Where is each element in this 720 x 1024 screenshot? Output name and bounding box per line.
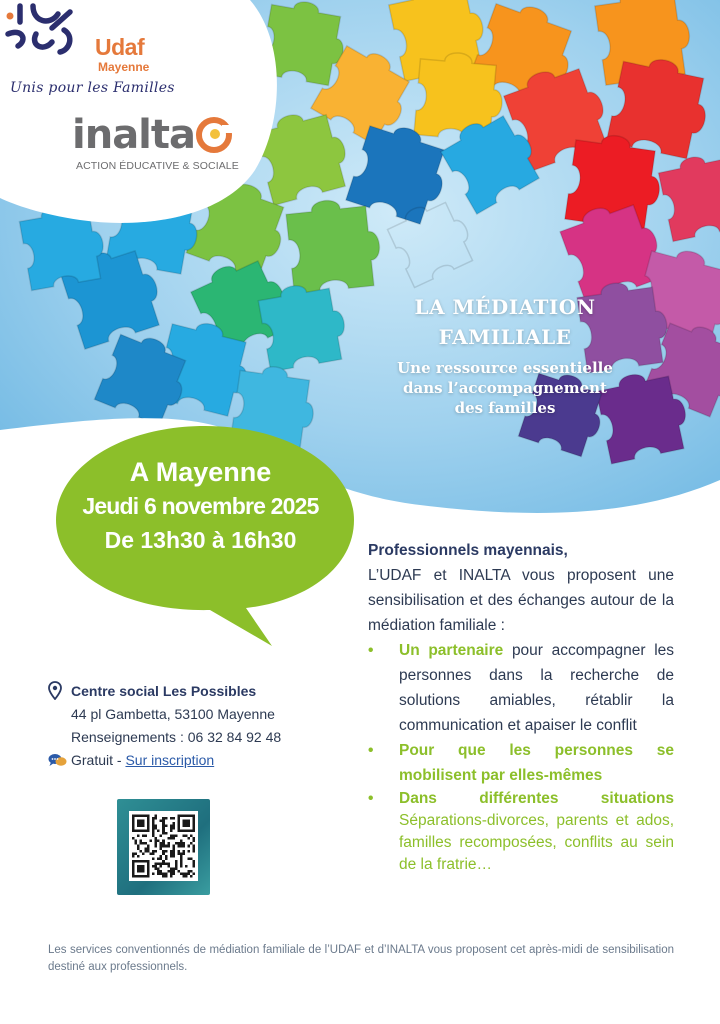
venue-name: Centre social Les Possibles bbox=[71, 683, 257, 699]
intro-paragraph: L’UDAF et INALTA vous proposent une sensibilisation et des échanges autour de la médiation familiale : bbox=[368, 567, 674, 634]
flyer-title bbox=[340, 292, 670, 418]
location-pin-icon bbox=[48, 681, 62, 700]
event-time: De 13h30 à 16h30 bbox=[104, 527, 297, 553]
signup-link[interactable]: Sur inscription bbox=[125, 752, 215, 768]
bullet-dot: • bbox=[368, 742, 374, 759]
subtitle-line-2: dans l’accompagnement bbox=[403, 379, 607, 397]
event-date: Jeudi 6 novembre 2025 bbox=[82, 493, 319, 519]
address-row bbox=[48, 703, 281, 726]
inalta-logo-name: inalta bbox=[72, 112, 196, 158]
subtitle-line-1: Une ressource essentielle bbox=[397, 359, 613, 377]
price-label: Gratuit - bbox=[71, 752, 126, 768]
qr-code-frame bbox=[117, 799, 210, 895]
price-row bbox=[48, 749, 281, 772]
udaf-logo-name: Udaf bbox=[95, 34, 145, 60]
title-line-1: LA MÉDIATION bbox=[414, 295, 596, 319]
venue-row bbox=[48, 680, 281, 703]
list-item bbox=[368, 788, 674, 876]
description-column bbox=[368, 538, 674, 876]
inalta-tagline: ACTION ÉDUCATIVE & SOCIALE bbox=[76, 160, 239, 172]
list-item bbox=[368, 738, 674, 788]
subtitle bbox=[340, 358, 670, 418]
qr-code-pattern bbox=[132, 814, 195, 878]
udaf-logo-region: Mayenne bbox=[98, 60, 150, 74]
bullet-2-text: Pour que les personnes se mobilisent par elles-mêmes bbox=[399, 742, 674, 784]
benefits-list bbox=[368, 638, 674, 876]
venue-info bbox=[48, 680, 281, 772]
bullet-1-highlight: Un partenaire bbox=[399, 642, 504, 659]
udaf-slogan: Unis pour les Familles bbox=[10, 80, 175, 96]
title-line-2: FAMILIALE bbox=[438, 325, 572, 349]
contact-phone: Renseignements : 06 32 84 92 48 bbox=[71, 729, 282, 745]
venue-address: 44 pl Gambetta, 53100 Mayenne bbox=[71, 706, 275, 722]
chat-bubbles-icon bbox=[48, 753, 67, 768]
bullet-dot: • bbox=[368, 790, 374, 807]
bullet-3-text: Séparations-divorces, parents et ados, familles recomposées, conflits au sein de la fratrie… bbox=[399, 812, 674, 873]
footer-note: Les services conventionnés de médiation familiale de l’UDAF et d’INALTA vous proposent cet après-midi de sensibilisation destiné aux professionnels. bbox=[48, 944, 674, 973]
qr-code[interactable] bbox=[129, 811, 198, 881]
bullet-1-text: pour accompagner les personnes dans la recherche de solutions amiables, rétablir la communication et apaiser le conflit bbox=[399, 642, 675, 734]
bullet-3-highlight: Dans différentes situations bbox=[399, 790, 674, 807]
bullet-dot: • bbox=[368, 642, 374, 659]
list-item bbox=[368, 638, 674, 738]
event-city: A Mayenne bbox=[129, 457, 272, 487]
event-details bbox=[58, 455, 343, 557]
inalta-logo-icon bbox=[196, 117, 232, 153]
lead-heading: Professionnels mayennais, bbox=[368, 542, 568, 559]
subtitle-line-3: des familles bbox=[454, 399, 556, 417]
contact-row bbox=[48, 726, 281, 749]
